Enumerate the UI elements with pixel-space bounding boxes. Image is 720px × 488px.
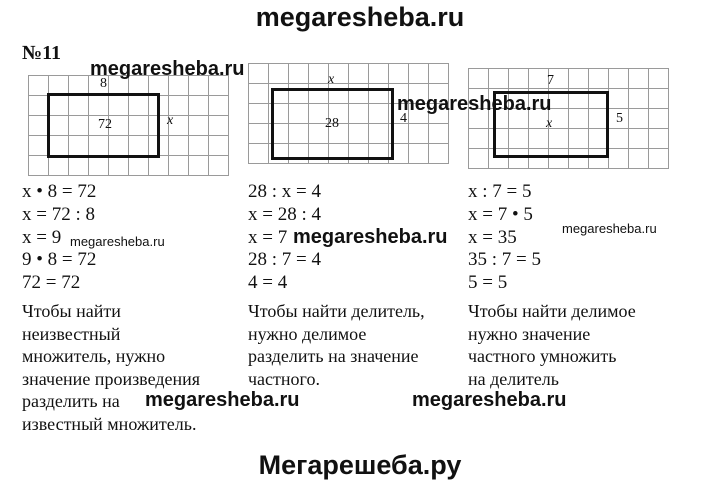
equation-line: x = 9 [22,226,62,248]
figure-1-inside-label: 72 [98,117,112,132]
figure-2-side-label: 4 [400,111,407,126]
watermark: megaresheba.ru [293,226,448,248]
explanation-line: известный множитель. [22,413,197,434]
watermark: megaresheba.ru [412,389,567,411]
watermark-small: megaresheba.ru [70,234,165,249]
explanation-line: частного умножить [468,346,617,367]
explanation-line: Чтобы найти делитель, [248,301,425,321]
figure-2-inside-label: 28 [325,116,339,131]
figure-3-side-label: 5 [616,111,623,126]
explanation-line: частного. [248,368,320,389]
explanation-line: Чтобы найти [22,301,121,321]
figure-1-top-label: 8 [100,76,107,91]
explanation-line: неизвестный [22,323,121,344]
watermark: megaresheba.ru [145,389,300,411]
watermark-small: megaresheba.ru [562,221,657,236]
equation-line: 9 • 8 = 72 [22,249,97,271]
site-title-bottom: Мегарешеба.ру [258,450,462,480]
explanation-line: разделить на [22,391,120,412]
equation-line: 35 : 7 = 5 [468,249,541,271]
watermark: megaresheba.ru [90,58,245,80]
equation-line: x = 7 • 5 [468,203,533,225]
figure-3-top-label: 7 [547,73,554,88]
equation-line: 28 : x = 4 [248,181,321,202]
equation-line: 5 = 5 [468,272,508,294]
explanation-line: нужно значение [468,323,591,344]
equation-line: x = 72 : 8 [22,203,95,225]
explanation-line: нужно делимое [248,323,367,344]
task-number: №11 [22,42,61,64]
explanation-line: Чтобы найти делимое [468,301,636,321]
figure-1-side-label: x [167,113,174,128]
equation-line: x = 7 [248,226,288,248]
column-3-explanation [468,300,636,390]
equation-line: x = 35 [468,226,517,248]
figure-2-top-label: x [328,72,335,87]
figure-3-inside-label: x [546,116,553,131]
equation-line: 72 = 72 [22,272,81,294]
explanation-line: множитель, нужно [22,346,166,367]
watermark: megaresheba.ru [397,93,552,115]
explanation-line: значение произведения [22,368,201,389]
site-title-top: megaresheba.ru [255,2,465,32]
equation-line: x : 7 = 5 [468,181,532,202]
column-3-equations [468,181,541,295]
equation-line: x • 8 = 72 [22,181,97,202]
equation-line: 4 = 4 [248,272,288,294]
equation-line: 28 : 7 = 4 [248,249,321,271]
explanation-line: на делитель [468,368,559,389]
equation-line: x = 28 : 4 [248,203,321,225]
column-1-explanation [22,300,200,436]
explanation-line: разделить на значение [248,346,419,367]
column-2-explanation [248,300,425,390]
